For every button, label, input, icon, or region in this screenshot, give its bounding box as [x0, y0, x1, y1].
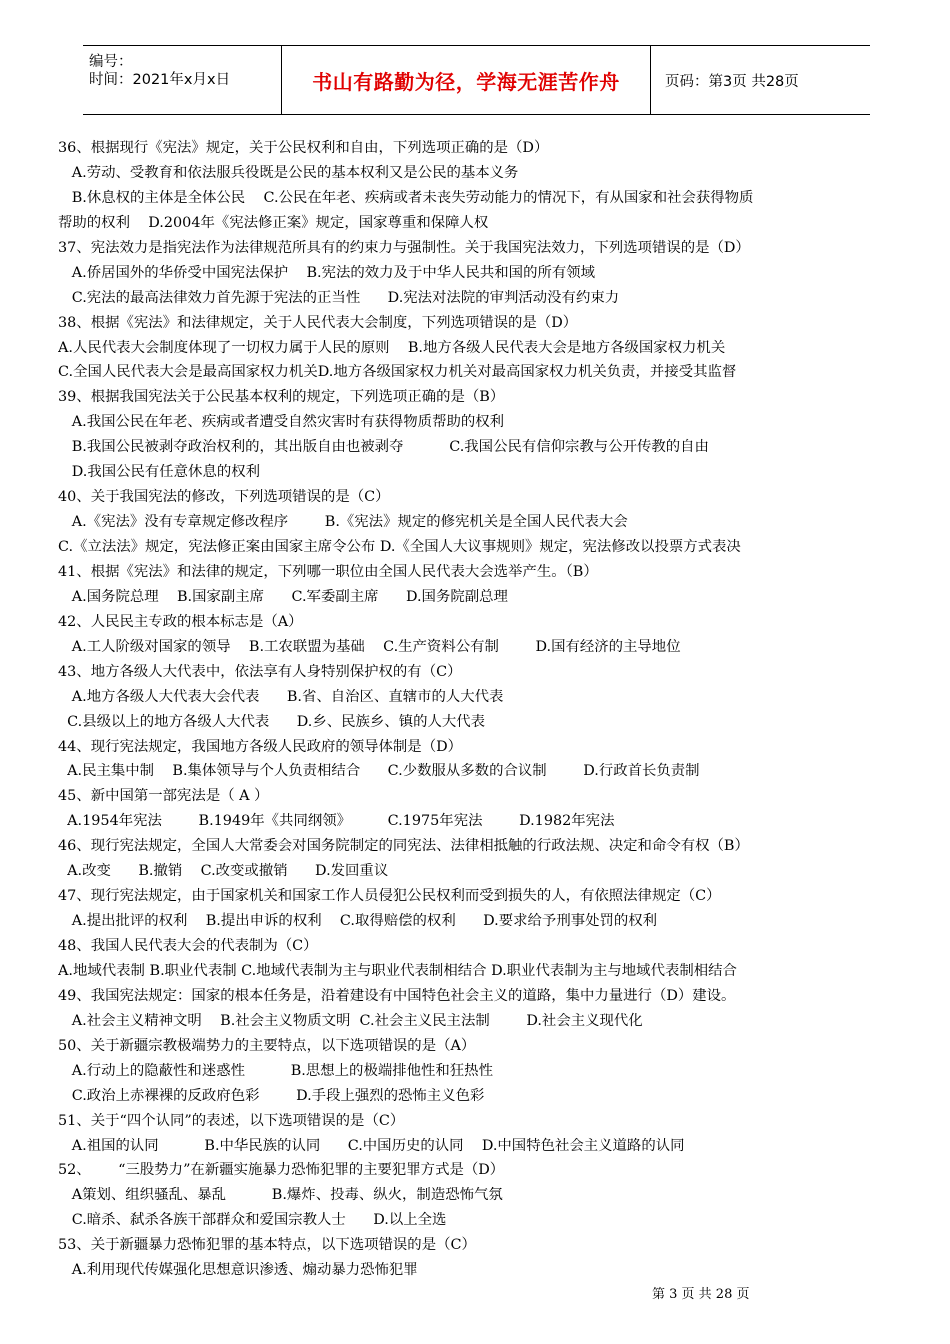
text-line: A.地域代表制 B.职业代表制 C.地域代表制为主与职业代表制相结合 D.职业代表制为主与地域代表制相结合 [58, 962, 737, 979]
text-line: 45、新中国第一部宪法是（ A ） [58, 788, 269, 805]
text-line: C.宪法的最高法律效力首先源于宪法的正当性 D.宪法对法院的审判活动没有约束力 [58, 289, 620, 306]
text-line: 39、根据我国宪法关于公民基本权利的规定，下列选项正确的是（B） [58, 389, 505, 406]
text-line: C.政治上赤裸裸的反政府色彩 D.手段上强烈的恐怖主义色彩 [58, 1087, 485, 1104]
text-line: C.《立法法》规定，宪法修正案由国家主席令公布 D.《全国人大议事规则》规定，宪法修改以投票方式表决 [58, 539, 741, 555]
text-line: A.工人阶级对国家的领导 B.工农联盟为基础 C.生产资料公有制 D.国有经济的主导地位 [58, 638, 681, 655]
text-line: 47、现行宪法规定，由于国家机关和国家工作人员侵犯公民权利而受到损失的人，有依照法律规定（C） [58, 888, 721, 905]
text-line: A.祖国的认同 B.中华民族的认同 C.中国历史的认同 D.中国特色社会主义道路的认同 [58, 1137, 685, 1154]
text-line: 52、 “三股势力”在新疆实施暴力恐怖犯罪的主要犯罪方式是（D） [58, 1162, 505, 1179]
text-line: 50、关于新疆宗教极端势力的主要特点，以下选项错误的是（A） [58, 1037, 476, 1054]
text-line: C.县级以上的地方各级人大代表 D.乡、民族乡、镇的人大代表 [58, 713, 486, 730]
text-line: A.《宪法》没有专章规定修改程序 B.《宪法》规定的修宪机关是全国人民代表大会 [58, 514, 628, 531]
text-line: 帮助的权利 D.2004年《宪法修正案》规定，国家尊重和保障人权 [58, 214, 489, 231]
serial-label: 编号： [89, 54, 133, 70]
text-line: A.地方各级人大代表大会代表 B.省、自治区、直辖市的人大代表 [58, 688, 504, 705]
text-line: 36、根据现行《宪法》规定，关于公民权利和自由，下列选项正确的是（D） [58, 140, 549, 156]
text-line: A.改变 B.撤销 C.改变或撤销 D.发回重议 [58, 863, 389, 880]
text-line: 49、我国宪法规定：国家的根本任务是，沿着建设有中国特色社会主义的道路，集中力量进行（D）建设。 [58, 987, 736, 1004]
text-line: C.暗杀、弑杀各族干部群众和爱国宗教人士 D.以上全选 [58, 1212, 447, 1229]
motto-text: 书山有路勤为径，学海无涯苦作舟 [312, 69, 620, 94]
page-header [83, 45, 870, 115]
text-line: B.休息权的主体是全体公民 C.公民在年老、疾病或者未丧失劳动能力的情况下，有从国家和社会获得物质 [58, 189, 754, 206]
text-line: A.人民代表大会制度体现了一切权力属于人民的原则 B.地方各级人民代表大会是地方各级国家权力机关 [58, 339, 726, 356]
text-line: B.我国公民被剥夺政治权利的，其出版自由也被剥夺 C.我国公民有信仰宗教与公开传教的自由 [58, 439, 709, 456]
text-line: A.利用现代传媒强化思想意识渗透、煽动暴力恐怖犯罪 [58, 1262, 418, 1279]
text-line: 51、关于“四个认同”的表述，以下选项错误的是（C） [58, 1112, 405, 1129]
text-line: 43、地方各级人大代表中，依法享有人身特别保护权的有（C） [58, 663, 462, 680]
text-line: D.我国公民有任意休息的权利 [58, 464, 261, 481]
header-motto-cell [281, 46, 651, 114]
text-line: A.侨居国外的华侨受中国宪法保护 B.宪法的效力及于中华人民共和国的所有领域 [58, 264, 596, 281]
text-line: A.我国公民在年老、疾病或者遭受自然灾害时有获得物质帮助的权利 [58, 414, 505, 431]
question-list [58, 136, 888, 1283]
date-label: 时间：2021年x月x日 [89, 72, 231, 88]
text-line: A.提出批评的权利 B.提出申诉的权利 C.取得赔偿的权利 D.要求给予刑事处罚的权利 [58, 913, 658, 930]
header-meta [83, 46, 281, 114]
text-line: A.1954年宪法 B.1949年《共同纲领》 C.1975年宪法 D.1982年宪法 [58, 813, 615, 830]
text-line: A.社会主义精神文明 B.社会主义物质文明 C.社会主义民主法制 D.社会主义现代化 [58, 1012, 643, 1029]
text-line: 37、宪法效力是指宪法作为法律规范所具有的约束力与强制性。关于我国宪法效力，下列选项错误的是（D） [58, 239, 750, 256]
text-line: 40、关于我国宪法的修改，下列选项错误的是（C） [58, 489, 390, 506]
header-page-code: 页码：第3页 共28页 [665, 73, 799, 90]
text-line: A.民主集中制 B.集体领导与个人负责相结合 C.少数服从多数的合议制 D.行政首长负责制 [58, 763, 700, 780]
text-line: 48、我国人民代表大会的代表制为（C） [58, 938, 318, 954]
text-line: 44、现行宪法规定，我国地方各级人民政府的领导体制是（D） [58, 738, 463, 755]
text-line: 42、人民民主专政的根本标志是（A） [58, 613, 303, 630]
text-line: C.全国人民代表大会是最高国家权力机关D.地方各级国家权力机关对最高国家权力机关负责，并接受其监督 [58, 364, 737, 381]
text-line: A.国务院总理 B.国家副主席 C.军委副主席 D.国务院副总理 [58, 588, 508, 605]
text-line: 53、关于新疆暴力恐怖犯罪的基本特点，以下选项错误的是（C） [58, 1237, 476, 1254]
text-line: 41、根据《宪法》和法律的规定，下列哪一职位由全国人民代表大会选举产生。（B） [58, 563, 598, 580]
text-line: A策划、组织骚乱、暴乱 B.爆炸、投毒、纵火，制造恐怖气氛 [58, 1187, 503, 1204]
text-line: 46、现行宪法规定，全国人大常委会对国务院制定的同宪法、法律相抵触的行政法规、决定和命令有权（B） [58, 838, 749, 855]
page-footer: 第 3 页 共 28 页 [652, 1287, 750, 1302]
text-line: A.行动上的隐蔽性和迷惑性 B.思想上的极端排他性和狂热性 [58, 1062, 493, 1079]
text-line: A.劳动、受教育和依法服兵役既是公民的基本权利又是公民的基本义务 [58, 164, 519, 181]
text-line: 38、根据《宪法》和法律规定，关于人民代表大会制度，下列选项错误的是（D） [58, 314, 578, 331]
